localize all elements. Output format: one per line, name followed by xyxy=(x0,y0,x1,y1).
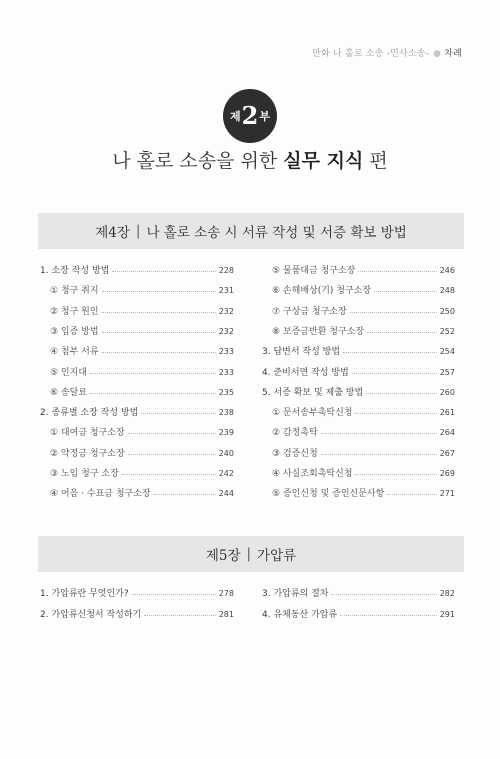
toc-entry xyxy=(272,466,455,479)
chapter-4-divider: | xyxy=(135,223,141,239)
toc-entry-page: 233 xyxy=(218,347,234,357)
toc-entry-label: 4. 준비서면 작성 방법 xyxy=(262,367,349,378)
toc-entry-page: 239 xyxy=(218,428,234,438)
toc-entry-label: ⑥ 손해배상(기) 청구소장 xyxy=(272,286,372,297)
toc-leader-dots xyxy=(366,393,437,394)
toc-entry-label: 3. 가압류의 절차 xyxy=(262,589,329,599)
toc-entry-label: ③ 노임 청구 소장 xyxy=(50,469,119,479)
toc-entry-page: 271 xyxy=(439,489,455,499)
toc-leader-dots xyxy=(321,433,437,434)
toc-leader-dots xyxy=(331,594,436,595)
part-title-tail: 편 xyxy=(363,150,388,172)
toc-entry-label: 3. 답변서 작성 방법 xyxy=(262,347,341,358)
toc-entry xyxy=(272,405,455,418)
toc-leader-dots xyxy=(90,393,216,394)
toc-entry xyxy=(272,263,455,276)
toc-entry xyxy=(262,365,455,378)
toc-entry-page: 260 xyxy=(439,387,455,397)
toc-entry xyxy=(40,607,234,620)
toc-entry xyxy=(50,466,234,479)
running-head-section: 차례 xyxy=(444,49,462,59)
toc-entry-page: 254 xyxy=(439,347,455,357)
toc-entry-label: ④ 어음 · 수표금 청구소장 xyxy=(50,489,151,500)
part-title-bold: 실무 지식 xyxy=(283,150,364,172)
toc-leader-dots xyxy=(144,615,215,616)
toc-leader-dots xyxy=(90,373,216,374)
toc-leader-dots xyxy=(355,413,436,414)
toc-entry-label: ④ 사실조회촉탁신청 xyxy=(272,469,353,479)
toc-entry-page: 244 xyxy=(218,489,234,499)
chapter-5-header xyxy=(38,536,464,572)
toc-leader-dots xyxy=(141,413,215,414)
toc-entry-page: 282 xyxy=(439,589,455,598)
toc-entry-page: 267 xyxy=(439,448,455,458)
part-title-lead: 나 홀로 소송을 위한 xyxy=(112,150,284,172)
toc-entry-page: 242 xyxy=(218,469,234,478)
toc-leader-dots xyxy=(350,312,437,313)
toc-leader-dots xyxy=(374,291,437,292)
running-head xyxy=(312,46,462,59)
toc-entry xyxy=(40,405,234,418)
toc-entry xyxy=(262,344,455,357)
toc-leader-dots xyxy=(355,474,436,475)
toc-leader-dots xyxy=(102,291,216,292)
toc-entry xyxy=(50,344,234,357)
running-head-book: 만화 나 홀로 소송 -민사소송- xyxy=(312,49,430,59)
toc-entry-label: ① 청구 취지 xyxy=(50,286,99,297)
toc-leader-dots xyxy=(321,454,437,455)
toc-entry xyxy=(272,324,455,337)
toc-entry-label: ② 감정촉탁 xyxy=(272,428,318,439)
toc-leader-dots xyxy=(132,594,216,595)
toc-entry-label: ⑥ 송달료 xyxy=(50,387,88,398)
toc-entry xyxy=(50,425,234,438)
chapter-5-divider: | xyxy=(246,546,252,562)
running-head-bullet: ● xyxy=(433,49,442,59)
chapter-4-title: 나 홀로 소송 시 서류 작성 및 서증 확보 방법 xyxy=(146,225,407,241)
toc-entry xyxy=(50,304,234,317)
toc-entry xyxy=(262,586,455,599)
toc-entry-label: ⑧ 보증금반환 청구소장 xyxy=(272,326,365,337)
chapter-4-number: 제4장 xyxy=(95,225,130,241)
toc-entry xyxy=(50,324,234,337)
part-title xyxy=(0,146,500,173)
toc-entry-label: ④ 첨부 서류 xyxy=(50,347,99,358)
toc-entry-label: 1. 가압류란 무엇인가? xyxy=(40,589,129,599)
toc-leader-dots xyxy=(122,474,216,475)
part-badge-number: 2 xyxy=(241,101,259,130)
toc-entry-label: 2. 가압류신청서 작성하기 xyxy=(40,610,142,620)
toc-entry xyxy=(50,283,234,296)
toc-leader-dots xyxy=(340,615,437,616)
toc-entry-page: 235 xyxy=(218,387,234,397)
toc-leader-dots xyxy=(387,494,436,495)
toc-entry-label: 4. 유체동산 가압류 xyxy=(262,610,338,620)
toc-entry-page: 231 xyxy=(218,286,234,296)
chapter-5-number: 제5장 xyxy=(205,548,241,564)
toc-entry-page: 238 xyxy=(218,408,234,418)
toc-entry-label: 2. 종류별 소장 작성 방법 xyxy=(40,408,139,419)
toc-entry xyxy=(272,425,455,438)
toc-entry-label: ⑤ 인지대 xyxy=(50,367,88,378)
toc-entry-label: ② 청구 원인 xyxy=(50,306,99,317)
toc-entry-page: 232 xyxy=(218,306,234,316)
toc-entry xyxy=(40,586,234,599)
toc-leader-dots xyxy=(128,433,216,434)
toc-entry-label: 5. 서증 확보 및 제출 방법 xyxy=(262,387,364,398)
toc-entry-label: ② 약정금 청구소장 xyxy=(50,448,125,459)
toc-entry-page: 233 xyxy=(218,367,234,377)
chapter-5-title: 가압류 xyxy=(257,548,297,564)
part-badge xyxy=(223,89,277,143)
toc-entry-label: ⑦ 구상금 청구소장 xyxy=(272,306,347,317)
toc-entry-page: 240 xyxy=(218,448,234,458)
toc-entry-page: 281 xyxy=(218,610,234,619)
toc-entry xyxy=(50,365,234,378)
toc-leader-dots xyxy=(102,312,216,313)
toc-entry-label: ③ 검증신청 xyxy=(272,448,318,459)
toc-entry-label: ① 대여금 청구소장 xyxy=(50,428,125,439)
part-badge-suffix: 부 xyxy=(259,110,270,123)
toc-entry xyxy=(262,607,455,620)
toc-leader-dots xyxy=(112,271,215,272)
toc-entry xyxy=(272,283,455,296)
toc-entry-page: 248 xyxy=(439,286,455,296)
toc-entry xyxy=(40,263,234,276)
toc-entry-page: 269 xyxy=(439,469,455,478)
toc-entry-page: 232 xyxy=(218,326,234,336)
toc-leader-dots xyxy=(352,373,437,374)
chapter-4-header xyxy=(38,213,464,249)
toc-leader-dots xyxy=(358,271,436,272)
toc-leader-dots xyxy=(128,454,216,455)
toc-entry-page: 252 xyxy=(439,326,455,336)
toc-entry xyxy=(262,385,455,398)
toc-leader-dots xyxy=(154,494,216,495)
toc-entry-label: ⑤ 증인신청 및 증인신문사항 xyxy=(272,489,385,500)
toc-entry-label: ① 문서송부촉탁신청 xyxy=(272,408,353,419)
toc-entry-page: 250 xyxy=(439,306,455,316)
toc-entry-page: 261 xyxy=(439,408,455,418)
toc-entry xyxy=(50,385,234,398)
part-badge-prefix: 제 xyxy=(230,110,241,123)
toc-entry xyxy=(272,304,455,317)
toc-entry-page: 291 xyxy=(439,610,455,619)
toc-entry xyxy=(50,486,234,499)
toc-leader-dots xyxy=(343,352,437,353)
toc-entry xyxy=(50,446,234,459)
toc-entry-label: ③ 입증 방법 xyxy=(50,326,99,337)
toc-entry-page: 246 xyxy=(439,266,455,275)
toc-leader-dots xyxy=(102,352,216,353)
toc-entry xyxy=(272,446,455,459)
toc-leader-dots xyxy=(367,332,437,333)
toc-entry-label: ⑤ 물품대금 청구소장 xyxy=(272,266,356,276)
toc-entry-label: 1. 소장 작성 방법 xyxy=(40,266,110,276)
toc-leader-dots xyxy=(102,332,216,333)
toc-entry-page: 278 xyxy=(218,589,234,598)
toc-entry-page: 257 xyxy=(439,367,455,377)
toc-entry-page: 264 xyxy=(439,428,455,438)
toc-entry-page: 228 xyxy=(218,266,234,275)
toc-entry xyxy=(272,486,455,499)
